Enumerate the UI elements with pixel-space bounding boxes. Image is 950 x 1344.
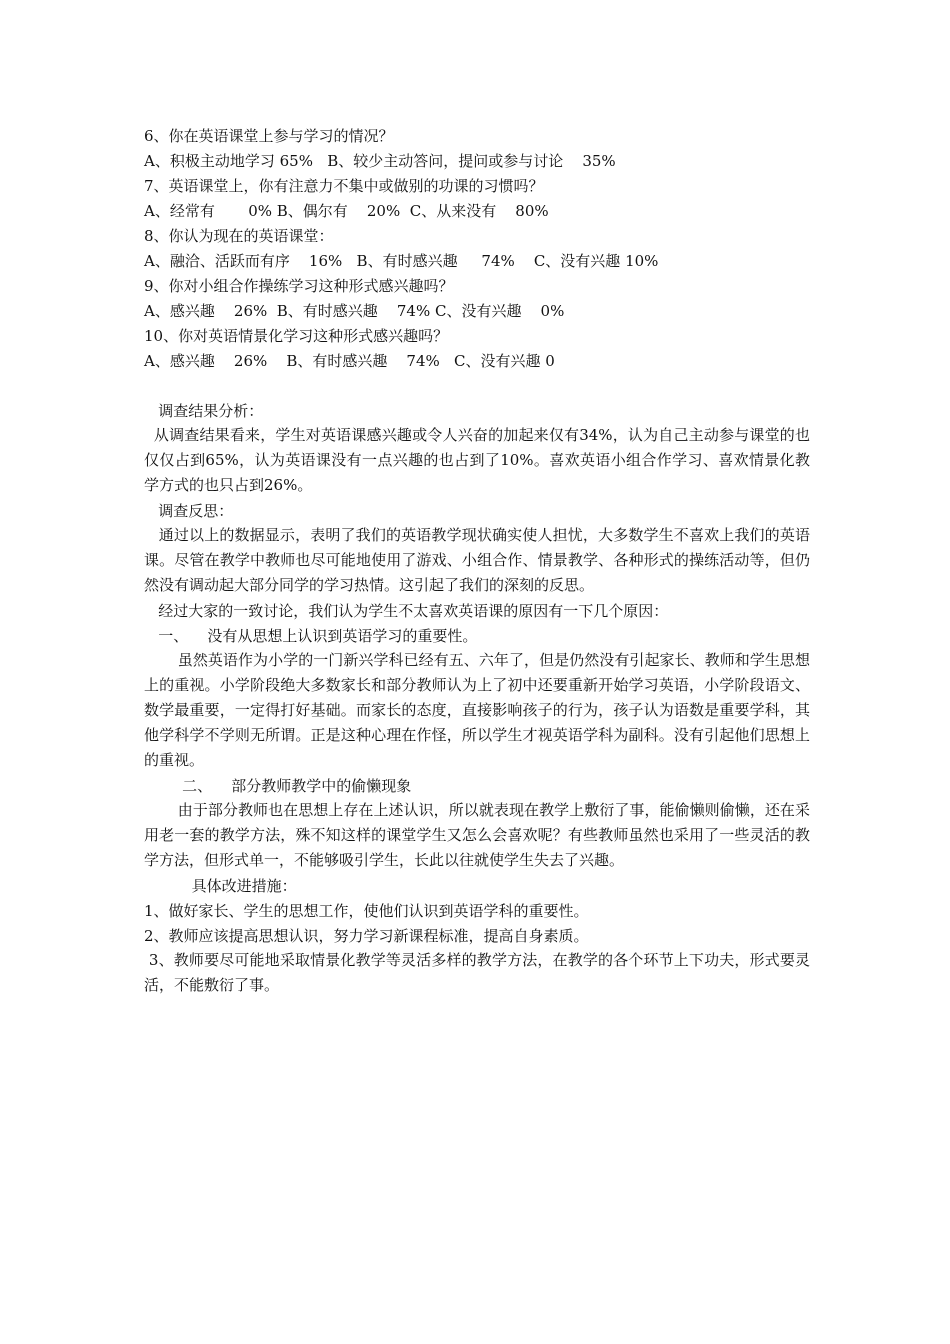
measure-2: 2、教师应该提高思想认识，努力学习新课程标准，提高自身素质。 xyxy=(144,927,589,945)
reason-1-paragraph: 虽然英语作为小学的一门新兴学科已经有五、六年了，但是仍然没有引起家长、教师和学生思想上的重视。小学阶段绝大多数家长和部分教师认为上了初中还要重新开始学习英语，小学阶段语文、数学最重要，一定得打好基础。而家长的态度，直接影响孩子的行为，孩子认为语数是重要学科，其他学科学不学则无所谓。正是这种心理在作怪，所以学生才视英语学科为副科。没有引起他们思想上的重视。 xyxy=(144,651,810,769)
answer-8: A、融洽、活跃而有序 16% B、有时感兴趣 74% C、没有兴趣 10% xyxy=(144,252,659,270)
answer-7: A、经常有 0% B、偶尔有 20% C、从来没有 80% xyxy=(144,202,549,220)
reflection-heading: 调查反思： xyxy=(144,502,234,520)
measure-3: 3、教师要尽可能地采取情景化教学等灵活多样的教学方法，在教学的各个环节上下功夫，形式要灵活，不能敷衍了事。 xyxy=(144,951,810,994)
measures-heading: 具体改进措施： xyxy=(144,877,297,895)
measure-1: 1、做好家长、学生的思想工作，使他们认识到英语学科的重要性。 xyxy=(144,902,589,920)
reason-2-paragraph: 由于部分教师也在思想上存在上述认识，所以就表现在教学上敷衍了事，能偷懒则偷懒，还在采用老一套的教学方法，殊不知这样的课堂学生又怎么会喜欢呢？有些教师虽然也采用了一些灵活的教学方法，但形式单一，不能够吸引学生，长此以往就使学生失去了兴趣。 xyxy=(144,801,810,869)
question-9: 9、你对小组合作操练学习这种形式感兴趣吗？ xyxy=(144,277,454,295)
reason-2-heading: 二、 部分教师教学中的偷懒现象 xyxy=(144,777,412,795)
analysis-heading: 调查结果分析： xyxy=(144,402,264,420)
analysis-paragraph: 从调查结果看来，学生对英语课感兴趣或令人兴奋的加起来仅有34%，认为自己主动参与课堂的也仅仅占到65%，认为英语课没有一点兴趣的也占到了10%。喜欢英语小组合作学习、喜欢情景化教学方式的也只占到26%。 xyxy=(144,426,810,494)
reason-1-heading: 一、 没有从思想上认识到英语学习的重要性。 xyxy=(144,627,478,645)
answer-9: A、感兴趣 26% B、有时感兴趣 74% C、没有兴趣 0% xyxy=(144,302,565,320)
question-7: 7、英语课堂上，你有注意力不集中或做别的功课的习惯吗？ xyxy=(144,177,544,195)
answer-10: A、感兴趣 26% B、有时感兴趣 74% C、没有兴趣 0 xyxy=(144,352,555,370)
question-6: 6、你在英语课堂上参与学习的情况？ xyxy=(144,127,394,145)
question-8: 8、你认为现在的英语课堂： xyxy=(144,227,334,245)
answer-6: A、积极主动地学习 65% B、较少主动答问，提问或参与讨论 35% xyxy=(144,152,616,170)
discussion-intro: 经过大家的一致讨论，我们认为学生不太喜欢英语课的原因有一下几个原因： xyxy=(144,602,669,620)
question-10: 10、你对英语情景化学习这种形式感兴趣吗？ xyxy=(144,327,449,345)
reflection-paragraph: 通过以上的数据显示，表明了我们的英语教学现状确实使人担忧，大多数学生不喜欢上我们的英语课。尽管在教学中教师也尽可能地使用了游戏、小组合作、情景教学、各种形式的操练活动等，但仍然没有调动起大部分同学的学习热情。这引起了我们的深刻的反思。 xyxy=(144,526,810,594)
